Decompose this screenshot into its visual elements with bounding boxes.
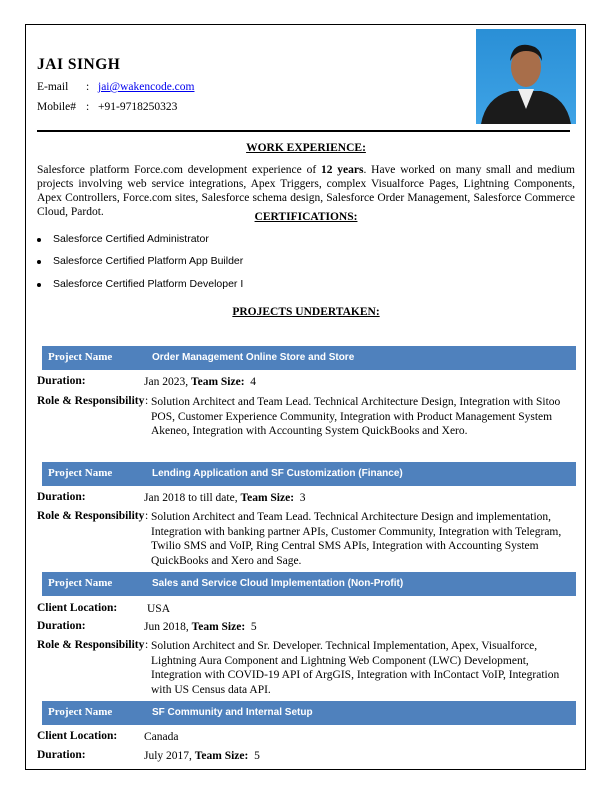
client-location: Canada	[144, 731, 179, 743]
sep: :	[86, 101, 90, 113]
profile-photo	[476, 29, 576, 124]
certification-item: Salesforce Certified Platform App Builder	[53, 255, 244, 267]
summary-text: Salesforce platform Force.com development experience of	[37, 164, 321, 176]
duration-value	[144, 491, 574, 506]
divider	[37, 130, 570, 132]
project-title: Lending Application and SF Customization (Finance)	[152, 468, 403, 479]
project-title: Order Management Online Store and Store	[152, 352, 355, 363]
client-location: USA	[147, 603, 171, 615]
duration: July 2017,	[144, 750, 192, 762]
project-name-label: Project Name	[48, 467, 113, 479]
project-bar	[42, 572, 576, 596]
certification-item: Salesforce Certified Platform Developer I	[53, 278, 244, 290]
duration-value	[144, 620, 574, 635]
project-name-label: Project Name	[48, 706, 113, 718]
duration-value	[144, 749, 574, 764]
candidate-name: JAI SINGH	[37, 56, 121, 73]
role-label: Role & Responsibility	[37, 395, 145, 407]
sep: :	[145, 639, 149, 651]
email-link[interactable]: jai@wakencode.com	[98, 81, 195, 93]
bullet-icon	[37, 238, 41, 242]
project-name-label: Project Name	[48, 351, 113, 363]
projects-heading: PROJECTS UNDERTAKEN:	[232, 306, 380, 318]
duration-label: Duration:	[37, 749, 86, 761]
project-title: Sales and Service Cloud Implementation (Non-Profit)	[152, 578, 404, 589]
work-experience-heading: WORK EXPERIENCE:	[246, 142, 366, 154]
project-name-label: Project Name	[48, 577, 113, 589]
project-bar	[42, 462, 576, 486]
duration: Jun 2018,	[144, 621, 189, 633]
team-size-label: Team Size:	[240, 492, 295, 504]
role-value: Solution Architect and Team Lead. Technical Architecture Design and implementation, Integration with banking partner APIs, Customer Community, Integration with Telegram, Twilio SMS and VoIP, Ring Central SMS APIs, Integration with Accounting System QuickBooks and Xero and Sage.	[151, 511, 562, 567]
role-label: Role & Responsibility	[37, 510, 145, 522]
duration-label: Duration:	[37, 375, 86, 387]
sep: :	[145, 510, 149, 522]
team-size-label: Team Size:	[190, 376, 245, 388]
project-bar	[42, 346, 576, 370]
client-location-label: Client Location:	[37, 730, 118, 742]
certification-item: Salesforce Certified Administrator	[53, 233, 209, 245]
team-size: 5	[254, 750, 260, 762]
team-size-label: Team Size:	[191, 621, 246, 633]
sep: :	[86, 81, 90, 93]
project-title: SF Community and Internal Setup	[152, 707, 313, 718]
role-label: Role & Responsibility	[37, 639, 145, 651]
duration-value	[144, 375, 574, 390]
duration-label: Duration:	[37, 620, 86, 632]
mobile-label: Mobile#	[37, 101, 76, 113]
team-size: 3	[299, 492, 306, 504]
project-bar	[42, 701, 576, 725]
email-label: E-mail	[37, 81, 69, 93]
duration: Jan 2018 to till date,	[144, 492, 238, 504]
bullet-icon	[37, 283, 41, 287]
sep: :	[145, 395, 149, 407]
duration: Jan 2023,	[144, 376, 189, 388]
client-location-label: Client Location:	[37, 602, 118, 614]
certifications-heading: CERTIFICATIONS:	[254, 211, 358, 223]
summary-text: . Have worked on many small and medium projects involving web service integrations, Apex Triggers, complex Visualforce Pages, Lightning Components, Apex Controllers, Force.com sites, Salesforce schema design, Salesforce Order Management, Salesforce Commerce Cloud, Pardot.	[37, 164, 576, 218]
team-size: 5	[250, 621, 257, 633]
bullet-icon	[37, 260, 41, 264]
team-size-label: Team Size:	[194, 750, 249, 762]
role-value: Solution Architect and Team Lead. Technical Architecture Design, Integration with Sitoo POS, Customer Experience Community, Integration with Product Management System Akeneo, Integration with Accounting System QuickBooks and Xero.	[151, 396, 561, 437]
mobile-number: +91-9718250323	[98, 101, 178, 113]
years-experience: 12 years	[320, 164, 364, 176]
team-size: 4	[250, 376, 257, 388]
duration-label: Duration:	[37, 491, 86, 503]
role-value: Solution Architect and Sr. Developer. Technical Implementation, Apex, Visualforce, Lightning Aura Component and Lightning Web Component (LWC) Development, Integration with COVID-19 API of ArgGIS, Integration with InContact VoIP, Integration with US Census data API.	[151, 640, 560, 696]
